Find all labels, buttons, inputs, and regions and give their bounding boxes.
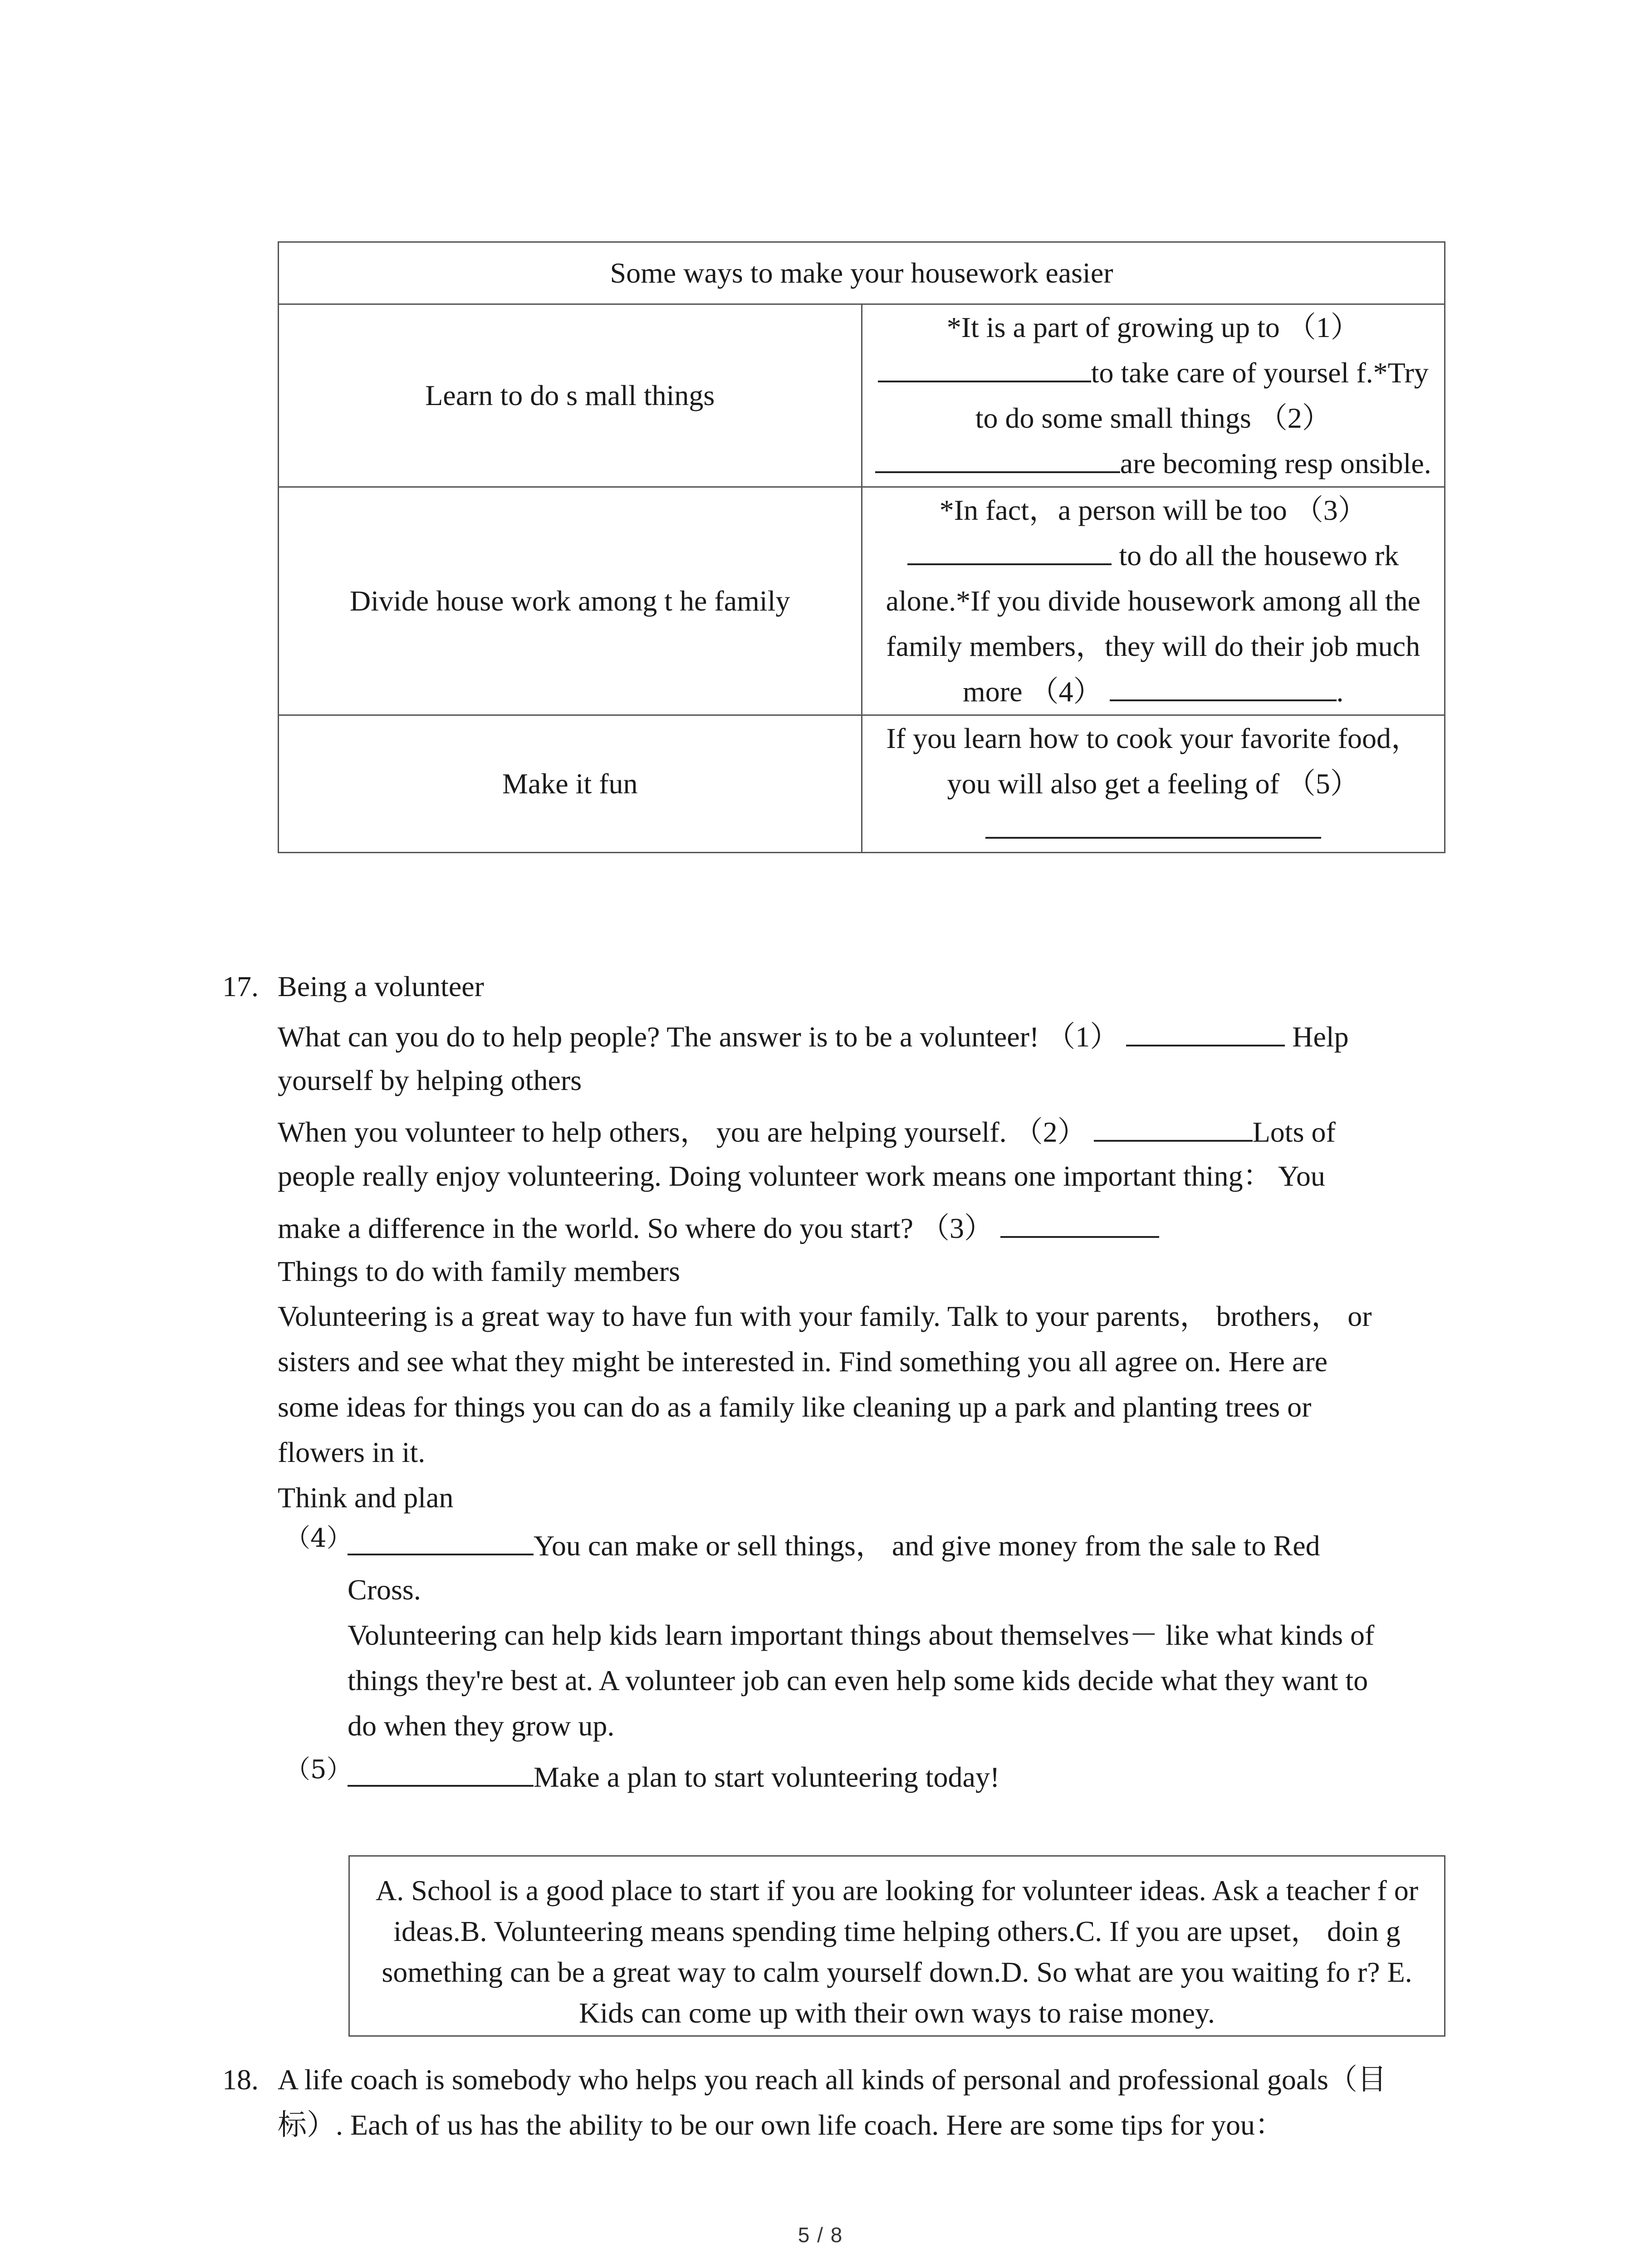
q17-line: Things to do with family members — [278, 1255, 680, 1287]
housework-table — [278, 241, 1445, 853]
q17-text: When you volunteer to help others， you are helping yourself. （2） — [278, 1116, 1087, 1148]
q17-line: some ideas for things you can do as a family like cleaning up a park and planting trees or — [278, 1391, 1312, 1423]
q17-line: flowers in it. — [278, 1436, 426, 1468]
q17-text: make a difference in the world. So where do you start? （3） — [278, 1212, 993, 1244]
answer-options-box: A. School is a good place to start if you are looking for volunteer ideas. Ask a teacher f or ideas.B. Volunteering means spending time helping others.C. If you are upset， doin g something can be a great way to calm yourself down.D. So what are you waiting fo r? E. Kids can come up with their own ways to raise money. — [348, 1855, 1445, 2037]
blank-3[interactable] — [907, 534, 1112, 565]
cell-text: If you learn how to cook your favorite food，you will also get a feeling of （5） — [886, 722, 1421, 800]
q17-text: You can make or sell things， and give money from the sale to Red — [534, 1530, 1320, 1562]
q17-line: Volunteering can help kids learn important things about themselves－ like what kinds of — [348, 1619, 1375, 1651]
q17-line: Cross. — [348, 1574, 421, 1606]
table-row — [279, 487, 1445, 715]
q17-line: sisters and see what they might be interested in. Find something you all agree on. Here are — [278, 1345, 1328, 1378]
q17-blank-3[interactable] — [1000, 1209, 1159, 1238]
q18-line: A life coach is somebody who helps you reach all kinds of personal and professional goals（目 — [278, 2063, 1386, 2096]
q17-line: yourself by helping others — [278, 1064, 582, 1096]
row-heading-small-things: Learn to do s mall things — [279, 304, 862, 487]
blank-number-4: （4） — [285, 1524, 352, 1553]
row-heading-divide-housework: Divide house work among t he family — [279, 487, 862, 715]
q17-line — [278, 1113, 1336, 1150]
row-text-make-it-fun — [862, 715, 1445, 853]
blank-number-5: （5） — [285, 1755, 352, 1784]
cell-text: . — [1336, 675, 1344, 708]
q17-blank-4[interactable] — [348, 1526, 534, 1555]
cell-text: to do all the housewo rk alone.*If you divide housework among all the family members，they will do their job much more （4） — [886, 539, 1421, 708]
table-title: Some ways to make your housework easier — [279, 242, 1445, 304]
q17-line — [348, 1526, 1320, 1564]
row-text-divide-housework — [862, 487, 1445, 715]
q17-blank-2[interactable] — [1094, 1113, 1253, 1142]
blank-1[interactable] — [878, 352, 1091, 382]
q17-line: do when they grow up. — [348, 1710, 615, 1742]
q17-line — [348, 1758, 999, 1795]
page-number: 5 / 8 — [798, 2223, 843, 2247]
q17-text: Lots of — [1252, 1116, 1336, 1148]
cell-text: *It is a part of growing up to （1） — [946, 311, 1360, 343]
q17-line — [278, 1209, 1159, 1246]
q17-blank-5[interactable] — [348, 1758, 534, 1787]
cell-text: *In fact，a person will be too （3） — [939, 494, 1367, 526]
table-row — [279, 304, 1445, 487]
row-text-small-things — [862, 304, 1445, 487]
question-number-18: 18. — [222, 2063, 259, 2096]
q17-text: Help — [1292, 1021, 1349, 1053]
blank-5[interactable] — [985, 808, 1321, 839]
cell-text: to take care of yoursel f.*Try to do some small things （2） — [975, 357, 1429, 434]
cell-text: are becoming resp onsible. — [1120, 447, 1431, 479]
q17-text: Make a plan to start volunteering today! — [534, 1761, 1000, 1793]
row-heading-make-it-fun: Make it fun — [279, 715, 862, 853]
question-17-title: Being a volunteer — [278, 970, 484, 1002]
blank-4[interactable] — [1110, 670, 1337, 701]
q17-line: Think and plan — [278, 1481, 454, 1514]
q17-blank-1[interactable] — [1126, 1017, 1285, 1046]
q17-line: things they're best at. A volunteer job can even help some kids decide what they want to — [348, 1664, 1368, 1696]
blank-2[interactable] — [875, 442, 1120, 473]
table-row — [279, 715, 1445, 853]
q17-line: people really enjoy volunteering. Doing volunteer work means one important thing： You — [278, 1160, 1325, 1192]
q17-text: What can you do to help people? The answer is to be a volunteer! （1） — [278, 1021, 1119, 1053]
q17-line — [278, 1017, 1349, 1055]
q18-line: 标）. Each of us has the ability to be our own life coach. Here are some tips for you： — [278, 2109, 1284, 2141]
question-number-17: 17. — [222, 970, 259, 1002]
q17-line: Volunteering is a great way to have fun with your family. Talk to your parents， brothers， or — [278, 1300, 1372, 1332]
